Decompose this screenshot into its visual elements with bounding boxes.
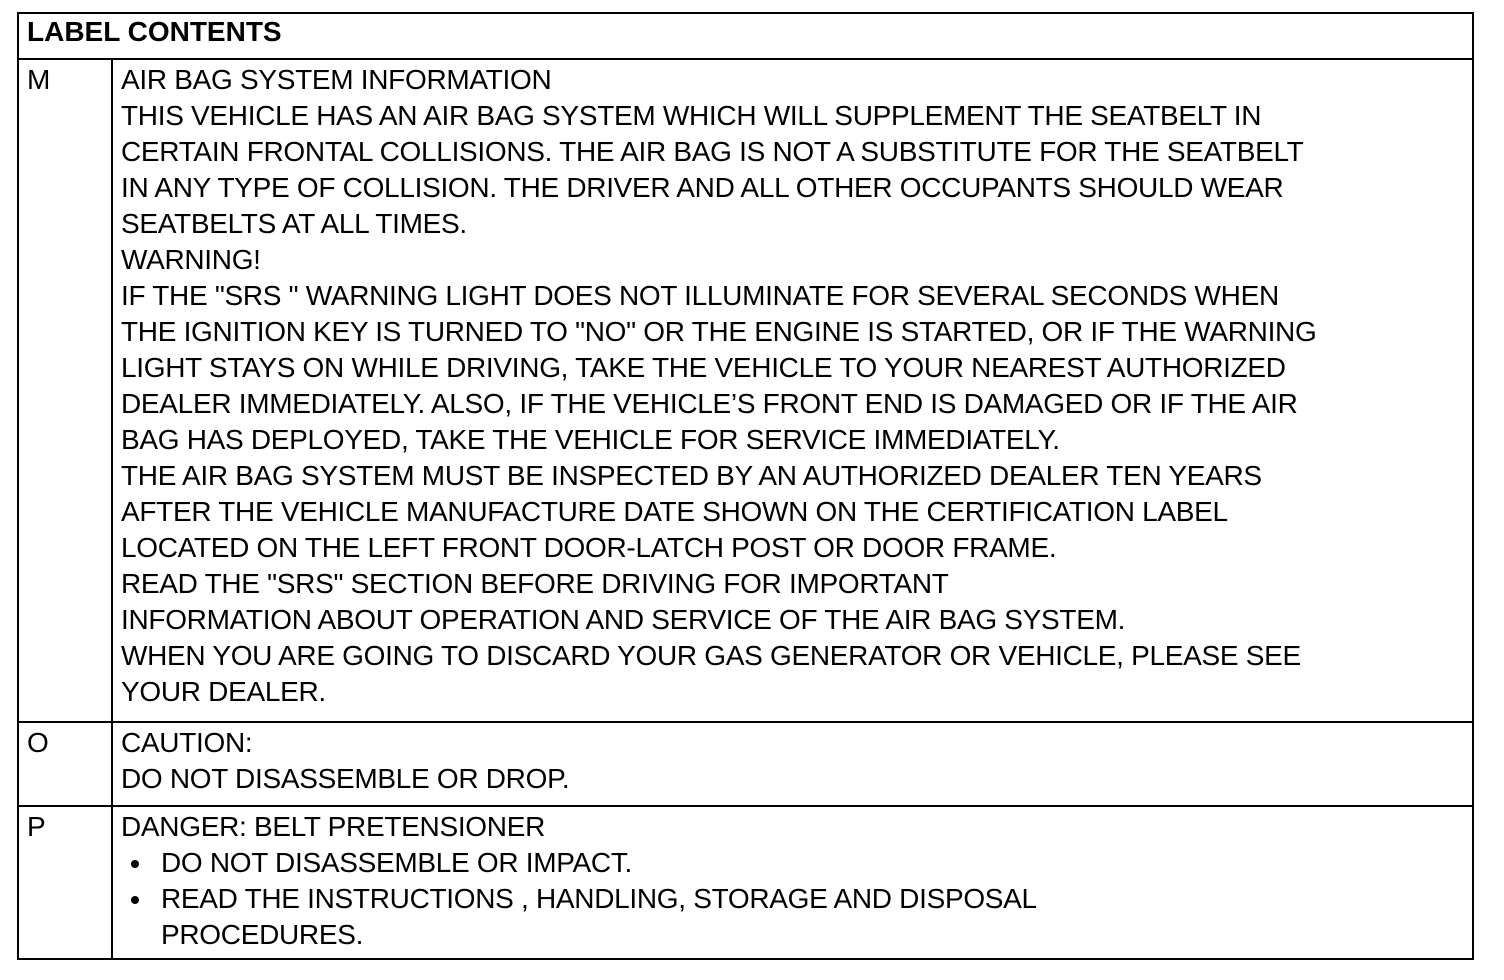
table-row-o — [19, 721, 1472, 805]
content-line: IN ANY TYPE OF COLLISION. THE DRIVER AND ALL OTHER OCCUPANTS SHOULD WEAR — [121, 172, 1284, 203]
content-line: READ THE "SRS" SECTION BEFORE DRIVING FOR IMPORTANT — [121, 568, 949, 599]
content-line: THIS VEHICLE HAS AN AIR BAG SYSTEM WHICH WILL SUPPLEMENT THE SEATBELT IN — [121, 100, 1262, 131]
content-line: BAG HAS DEPLOYED, TAKE THE VEHICLE FOR SERVICE IMMEDIATELY. — [121, 424, 1060, 455]
content-line: CERTAIN FRONTAL COLLISIONS. THE AIR BAG IS NOT A SUBSTITUTE FOR THE SEATBELT — [121, 136, 1304, 167]
table-title: LABEL CONTENTS — [19, 14, 1472, 60]
bullet-continuation: PROCEDURES. — [161, 919, 364, 950]
content-line: WARNING! — [121, 244, 261, 275]
row-content — [113, 723, 1472, 805]
table-row-p — [19, 805, 1472, 958]
content-line: INFORMATION ABOUT OPERATION AND SERVICE OF THE AIR BAG SYSTEM. — [121, 604, 1126, 635]
content-line: THE AIR BAG SYSTEM MUST BE INSPECTED BY AN AUTHORIZED DEALER TEN YEARS — [121, 460, 1262, 491]
bullet-dot-icon — [131, 860, 139, 868]
content-line: AFTER THE VEHICLE MANUFACTURE DATE SHOWN ON THE CERTIFICATION LABEL — [121, 496, 1228, 527]
row-content — [113, 60, 1472, 721]
content-line: YOUR DEALER. — [121, 676, 326, 707]
content-line: DO NOT DISASSEMBLE OR DROP. — [121, 763, 570, 794]
row-code: O — [19, 723, 113, 805]
content-line: DEALER IMMEDIATELY. ALSO, IF THE VEHICLE’S FRONT END IS DAMAGED OR IF THE AIR — [121, 388, 1298, 419]
row-code: M — [19, 60, 113, 721]
bullet-item — [121, 845, 1472, 881]
content-line: WHEN YOU ARE GOING TO DISCARD YOUR GAS GENERATOR OR VEHICLE, PLEASE SEE — [121, 640, 1301, 671]
row-code: P — [19, 807, 113, 958]
table-row-m — [19, 60, 1472, 721]
content-line: AIR BAG SYSTEM INFORMATION — [121, 64, 552, 95]
bullet-text: READ THE INSTRUCTIONS , HANDLING, STORAGE AND DISPOSAL — [161, 883, 1037, 914]
content-line: THE IGNITION KEY IS TURNED TO "NO" OR THE ENGINE IS STARTED, OR IF THE WARNING — [121, 316, 1317, 347]
bullet-dot-icon — [131, 896, 139, 904]
content-line: SEATBELTS AT ALL TIMES. — [121, 208, 467, 239]
content-line: DANGER: BELT PRETENSIONER — [121, 811, 545, 842]
content-line: CAUTION: — [121, 727, 253, 758]
label-contents-table — [17, 12, 1474, 960]
bullet-text: DO NOT DISASSEMBLE OR IMPACT. — [161, 847, 633, 878]
content-line: IF THE "SRS " WARNING LIGHT DOES NOT ILLUMINATE FOR SEVERAL SECONDS WHEN — [121, 280, 1279, 311]
bullet-item — [121, 881, 1472, 917]
content-line: LIGHT STAYS ON WHILE DRIVING, TAKE THE VEHICLE TO YOUR NEAREST AUTHORIZED — [121, 352, 1286, 383]
content-line: LOCATED ON THE LEFT FRONT DOOR-LATCH POST OR DOOR FRAME. — [121, 532, 1057, 563]
row-content — [113, 807, 1472, 958]
